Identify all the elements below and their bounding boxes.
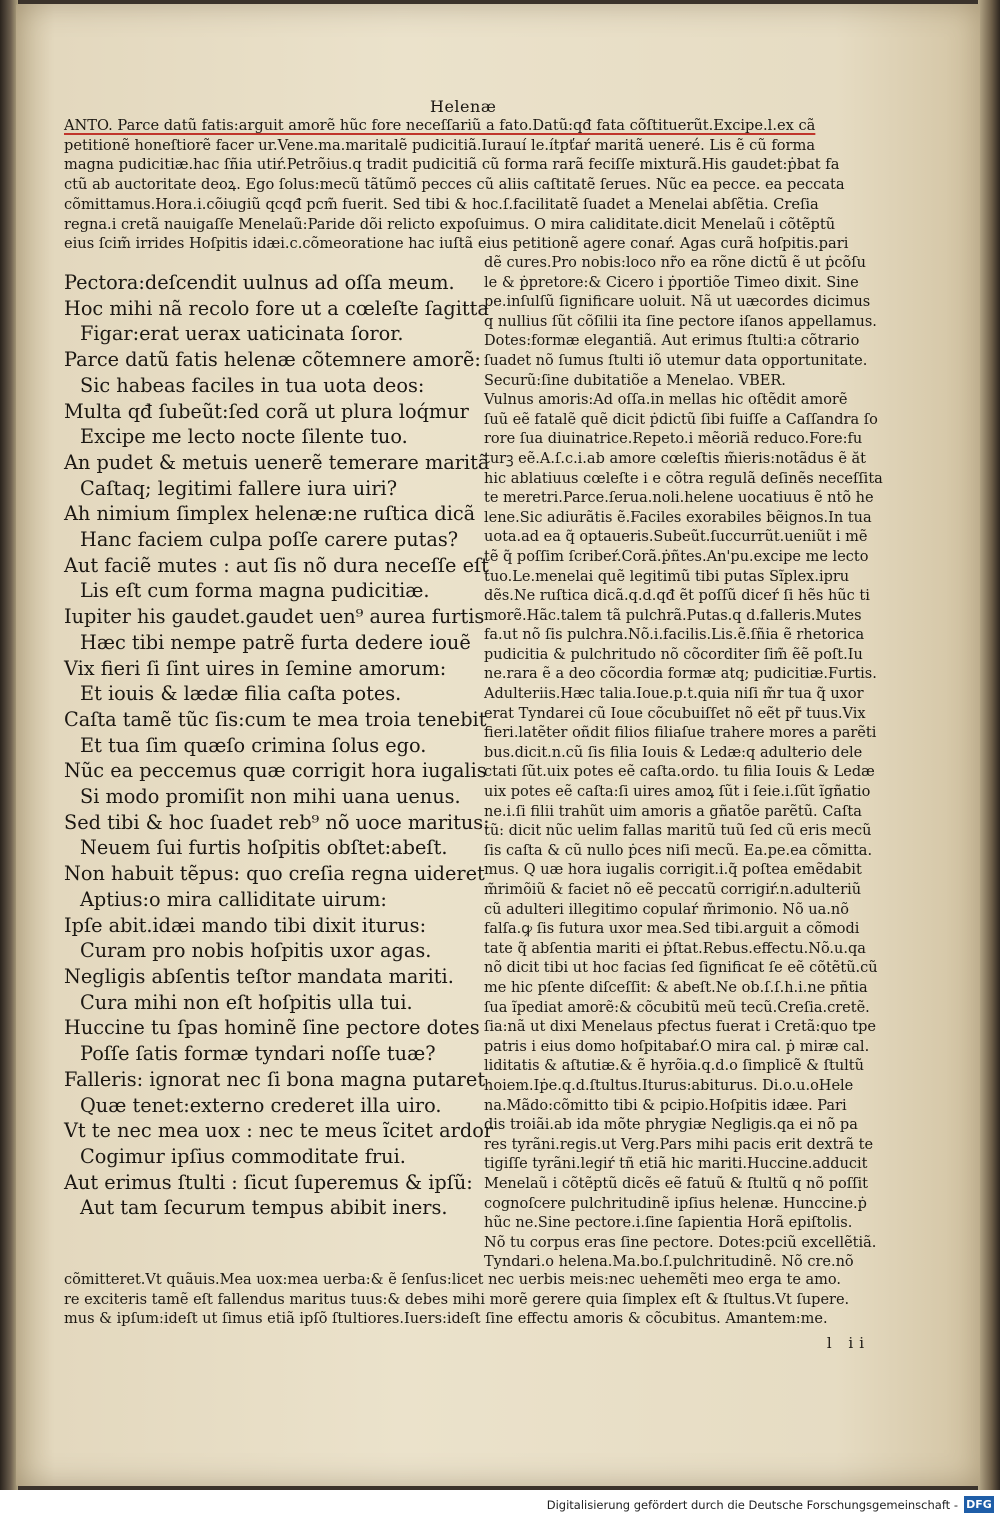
commentary-line: turꝫ eẽ.A.ſ.c.i.ab amore cœleſtis m̃ieris:notãdus ẽ ăt: [484, 450, 866, 467]
right-commentary: [484, 254, 884, 1273]
verse-line: Hoc mihi nã recolo fore ut a cœleſte ſagitta: [64, 296, 489, 320]
commentary-line: tẽ q̃ poſſim ſcribeŕ.Corã.ṗñtes.An'pu.excipe me lecto: [484, 548, 869, 565]
commentary-line: hic ablatiuus cœleſte i e cõtra regulã deſinẽs neceſſita: [484, 470, 883, 487]
verse-line: Poſſe ſatis formæ tyndari noſſe tuæ?: [80, 1042, 436, 1066]
commentary-line: pe.inſulſũ ſignificare uoluit. Nã ut uæcordes dicimus: [484, 294, 871, 311]
verse-line: Vt te nec mea uox : nec te meus ĩcitet ardor: [64, 1119, 494, 1143]
commentary-line: patris i eius domo hoſpitabaŕ.O mira cal. ṗ miræ cal.: [484, 1038, 870, 1055]
verse-line: Iupiter his gaudet.gaudet uen⁹ aurea furtis: [64, 605, 485, 629]
verse-line: Curam pro nobis hoſpitis uxor agas.: [80, 939, 432, 963]
verse-line: Excipe me lecto nocte ſilente tuo.: [80, 425, 408, 449]
commentary-line: tũ: dicit nũc uelim fallas maritũ tuũ ſed cũ eris mecũ: [484, 823, 872, 840]
verse-line: Aptius:o mira calliditate uirum:: [80, 887, 387, 911]
verse-line: Vix fieri ſi ſint uires in ſemine amorum:: [64, 656, 447, 680]
commentary-line: Menelaũ i cõtẽptũ dicẽs eẽ fatuũ & ſtultũ q nõ poſſit: [484, 1175, 868, 1192]
commentary-line-text: ANTO. Parce datũ fatis:arguit amorẽ hũc fore neceſſariũ a fato.Datũ:qđ fata cõſtituerũt.Excipe.l.ex cã: [64, 117, 816, 134]
commentary-line: ſua ĩpediat amorẽ:& cõcubitũ meũ tecũ.Creſia.cretẽ.: [484, 999, 870, 1016]
commentary-line: mus. Q uæ hora iugalis corrigit.i.q̃ poſtea emẽdabit: [484, 862, 862, 879]
commentary-line: le & ṗpretore:& Cicero i ṗportiõe Timeo dixit. Sine: [484, 274, 859, 291]
verse-line: Pectora:deſcendit uulnus ad oſſa meum.: [64, 271, 455, 294]
commentary-line: pudicitia & pulchritudo nõ cõcorditer ſim̃ ẽẽ poſt.Iu: [484, 646, 863, 663]
commentary-line: cõmitteret.Vt quãuis.Mea uox:mea uerba:& ẽ ſenſus:licet nec uerbis meis:nec uehemẽti meo erga te amo.: [64, 1272, 841, 1288]
verse-line: Hæc tibi nempe patrẽ furta dedere iouẽ: [80, 630, 471, 654]
verse-line: Aut tam ſecurum tempus abibit iners.: [80, 1196, 448, 1220]
commentary-line: ctati ſũt.uix potes eẽ caſta.ordo. tu filia Iouis & Ledæ: [484, 764, 875, 781]
commentary-line: cõmittamus.Hora.i.cõiugiũ qcqđ pcm̃ fuerit. Sed tibi & hoc.ſ.facilitatẽ ſuadet a Menelai abſẽtia. Creſia: [64, 195, 819, 213]
verse-line: Quæ tenet:externo crederet illa uiro.: [80, 1093, 442, 1117]
verse-line: Et tua ſim quæſo crimina ſolus ego.: [80, 733, 427, 757]
commentary-line: ne.rara ẽ a deo cõcordia formæ atq; pudicitiæ.Furtis.: [484, 666, 877, 683]
commentary-line: morẽ.Hãc.talem tã pulchrã.Putas.q d.falleris.Mutes: [484, 607, 862, 624]
funding-credit: Digitalisierung gefördert durch die Deutsche Forschungsgemeinschaft -: [546, 1498, 958, 1512]
commentary-line: fieri.latẽter oñdit filios filiaſue trahere mores a parẽti: [484, 725, 877, 742]
signature-mark: l ii: [826, 1334, 870, 1352]
commentary-line: te meretri.Parce.ſerua.noli.helene uocatiuus ẽ ntõ he: [484, 490, 874, 507]
commentary-line: uix potes eẽ caſta:ſi uires amoꝝ ſũt i ſeie.i.ſũt ĩgñatio: [484, 784, 871, 801]
commentary-line: hoiem.Iṗe.q.d.ſtultus.Iturus:abiturus. Di.o.u.oHele: [484, 1077, 854, 1094]
commentary-line: me hic pſente diſceſſit: & abeſt.Ne ob.ſ.ſ.h.i.ne pñtia: [484, 979, 868, 996]
commentary-line: hũc ne.Sine pectore.i.ſine ſapientia Horã epiſtolis.: [484, 1215, 853, 1232]
commentary-line: Dotes:formæ elegantiã. Aut erimus ſtulti:a cõtrario: [484, 333, 860, 350]
commentary-line: Securũ:ſine dubitatiõe a Menelao. VBER.: [484, 372, 786, 389]
right-page-edge: [978, 0, 1000, 1490]
verse-line: Parce datũ fatis helenæ cõtemnere amorẽ:: [64, 348, 481, 372]
commentary-line: dẽs.Ne ruſtica dicã.q.d.qđ ẽt poſſũ diceŕ ſi hẽs hũc ti: [484, 588, 870, 605]
commentary-line: cũ adulteri illegitimo copulaŕ m̃rimonio. Nõ ua.nõ: [484, 901, 849, 918]
verse-line: Aut erimus ſtulti : ſicut ſuperemus & ipſũ:: [64, 1170, 473, 1194]
commentary-line: Vulnus amoris:Ad oſſa.in mellas hic oſtẽdit amorẽ: [484, 392, 848, 409]
dfg-logo: DFG: [964, 1496, 994, 1513]
commentary-line: fa.ut nõ ſis pulchra.Nõ.i.facilis.Lis.ẽ.ſñia ẽ rhetorica: [484, 627, 865, 644]
commentary-line: ne.i.ſi filii trahũt uim amoris a gñatõe parẽtũ. Caſta: [484, 803, 862, 820]
commentary-line: falſa.ꝙ ſis futura uxor mea.Sed tibi.arguit a cõmodi: [484, 921, 860, 938]
verse-line: Falleris: ignorat nec ſi bona magna putaret: [64, 1067, 486, 1091]
commentary-line: ſia:nã ut dixi Menelaus pfectus fuerat i Cretã:quo tpe: [484, 1019, 876, 1036]
commentary-line: lene.Sic adiurãtis ẽ.Faciles exorabiles bẽignos.In tua: [484, 509, 872, 526]
commentary-line: [64, 116, 884, 136]
commentary-line: re exciteris tamẽ eſt fallendus maritus tuus:& debes mihi morẽ gerere quia ſimplex eſt & ſtultus.Vt ſupere.: [64, 1291, 850, 1308]
commentary-line: liditatis & aſtutiæ.& ẽ hyrõia.q.d.o ſimplicẽ & ſtultũ: [484, 1058, 864, 1075]
commentary-line: ſuũ eẽ fatalẽ quẽ dicit ṗdictũ ſibi fuiſſe a Caſſandra ſo: [484, 411, 878, 428]
commentary-line: Nõ tu corpus eras ſine pectore. Dotes:pciũ excellẽtiã.: [484, 1234, 877, 1251]
commentary-line: magna pudicitiæ.hac ſñia utiŕ.Petrõius.q tradit pudicitiã cũ forma rarã feciſſe mixturã.His gaudet:ṗbat fa: [64, 156, 840, 174]
verse-line: Et iouis & lædæ filia caſta potes.: [80, 682, 402, 706]
commentary-line: tigiſſe tyrãni.legiŕ tñ etiã hic mariti.Huccine.adducit: [484, 1156, 868, 1173]
commentary-line: petitionẽ honeſtiorẽ facer ur.Vene.ma.maritalẽ pudicitiã.Iurauí le.ítpťaŕ maritã ueneré. Lis ẽ cũ forma: [64, 136, 816, 154]
running-head: Helenæ: [430, 97, 497, 116]
verse-line: Si modo promiſit non mihi uana uenus.: [80, 785, 461, 809]
verse-line: Non habuit tẽpus: quo creſia regna uideret: [64, 862, 485, 886]
top-commentary: [64, 116, 884, 254]
verse-line: Cogimur ipſius commoditate frui.: [80, 1144, 406, 1168]
verse-line: Figar:erat uerax uaticinata ſoror.: [80, 322, 404, 346]
commentary-line: uota.ad ea q̃ optaueris.Subeũt.ſuccurrũt.ueniũt i mẽ: [484, 529, 868, 546]
verse-line: Caſta tamẽ tũc ſis:cum te mea troia tenebit: [64, 707, 487, 731]
verse-line: Ipſe abit.idæi mando tibi dixit iturus:: [64, 913, 427, 937]
verse-line: Neuem ſui furtis hoſpitis obſtet:abeſt.: [80, 836, 448, 860]
commentary-line: erat Tyndarei cũ Ioue cõcubuiſſet nõ eẽt pr̃ tuus.Vix: [484, 705, 866, 722]
commentary-line: tuo.Le.menelai quẽ legitimũ tibi putas Sĩplex.ipru: [484, 568, 850, 585]
commentary-line: regna.i cretã nauigaſſe Menelaũ:Paride dõi relicto expoſuimus. O mira caliditate.dicit Menelaũ i cõtẽptũ: [64, 215, 836, 233]
commentary-line: ſuadet nõ ſumus ſtulti iõ utemur data opportunitate.: [484, 352, 868, 369]
commentary-line: m̃rimõiũ & faciet nõ eẽ peccatũ corrigiŕ.n.adulteriũ: [484, 882, 862, 898]
verse-line: Aut faciẽ mutes : aut ſis nõ dura neceſſe eſt: [64, 553, 489, 577]
commentary-line: q nullius ſũt cõſilii ita ſine pectore iſanos appellamus.: [484, 313, 877, 330]
commentary-line: tate q̃ abſentia mariti ei ṗſtat.Rebus.effectu.Nõ.u.qa: [484, 940, 866, 957]
verse-line: Lis eſt cum forma magna pudicitiæ.: [80, 579, 430, 603]
verse-line: Multa qđ ſubeũt:ſed corã ut plura loq́mur: [64, 399, 469, 423]
verse-line: Ah nimium ſimplex helenæ:ne ruſtica dicã: [64, 502, 476, 526]
commentary-line: bus.dicit.n.cũ ſis filia Iouis & Ledæ:q adulterio dele: [484, 744, 863, 761]
verse-line: Sed tibi & hoc ſuadet reb⁹ nõ uoce maritus:: [64, 810, 490, 834]
footer-bar: [0, 1490, 1000, 1519]
verse-line: Nũc ea peccemus quæ corrigit hora iugalis: [64, 759, 487, 783]
verse-line: Negligis abſentis teſtor mandata mariti.: [64, 964, 454, 988]
commentary-line: ctũ ab auctoritate deoꝝ. Ego ſolus:mecũ tãtũmõ pecces cũ aliis caſtitatẽ ſerues. Nũc ea pecce. ea peccata: [64, 176, 845, 194]
verse-line: Sic habeas faciles in tua uota deos:: [80, 373, 425, 397]
verse-column: [64, 270, 494, 1221]
commentary-line: dis troiãi.ab ida mõte phrygiæ Negligis.qa ei nõ pa: [484, 1117, 858, 1134]
commentary-line: Tyndari.o helena.Ma.bo.ſ.pulchritudinẽ. Nõ cre.nõ: [484, 1254, 854, 1271]
verse-line: Hanc faciem culpa poſſe carere putas?: [80, 528, 459, 552]
verse-line: An pudet & metuis uenerẽ temerare maritã: [64, 450, 490, 474]
bottom-commentary: [64, 1271, 884, 1330]
commentary-line: eius ſcim̃ irrides Hoſpitis idæi.c.cõmeoratione hac iuſtã eius petitionẽ agere conaŕ. Agas curã hoſpitis.pari: [64, 235, 849, 253]
verse-line: Caſtaq; legitimi fallere iura uiri?: [80, 476, 398, 500]
commentary-line: res tyrãni.regis.ut Verg.Pars mihi pacis erit dextrã te: [484, 1136, 874, 1153]
commentary-line: rore ſua diuinatrice.Repeto.i mẽoriã reduco.Fore:fu: [484, 431, 863, 448]
commentary-line: ſis caſta & cũ nullo ṗces niſi mecũ. Ea.pe.ea cõmitta.: [484, 842, 873, 859]
verse-line: Huccine tu ſpas hominẽ ſine pectore dotes: [64, 1016, 480, 1040]
commentary-line: cognoſcere pulchritudinẽ ipſius helenæ. Hunccine.ṗ: [484, 1195, 867, 1212]
commentary-line: Adulteriis.Hæc talia.Ioue.p.t.quia niſi m̃r tua q̃ uxor: [484, 686, 864, 703]
commentary-line: mus & ipſum:ideſt ut ſimus etiã ipſõ ſtultiores.Iuers:ideſt ſine effectu amoris & cõcubitus. Amantem:me.: [64, 1311, 828, 1327]
commentary-line: dẽ cures.Pro nobis:loco nr̃o ea rõne dictũ ẽ ut ṗcõſu: [484, 255, 866, 271]
commentary-line: na.Mãdo:cõmitto tibi & pcipio.Hoſpitis idæe. Pari: [484, 1097, 847, 1114]
verse-line: Cura mihi non eſt hoſpitis ulla tui.: [80, 990, 413, 1014]
commentary-line: nõ dicit tibi ut hoc facias ſed ſignificat ſe eẽ cõtẽtũ.cũ: [484, 960, 878, 977]
